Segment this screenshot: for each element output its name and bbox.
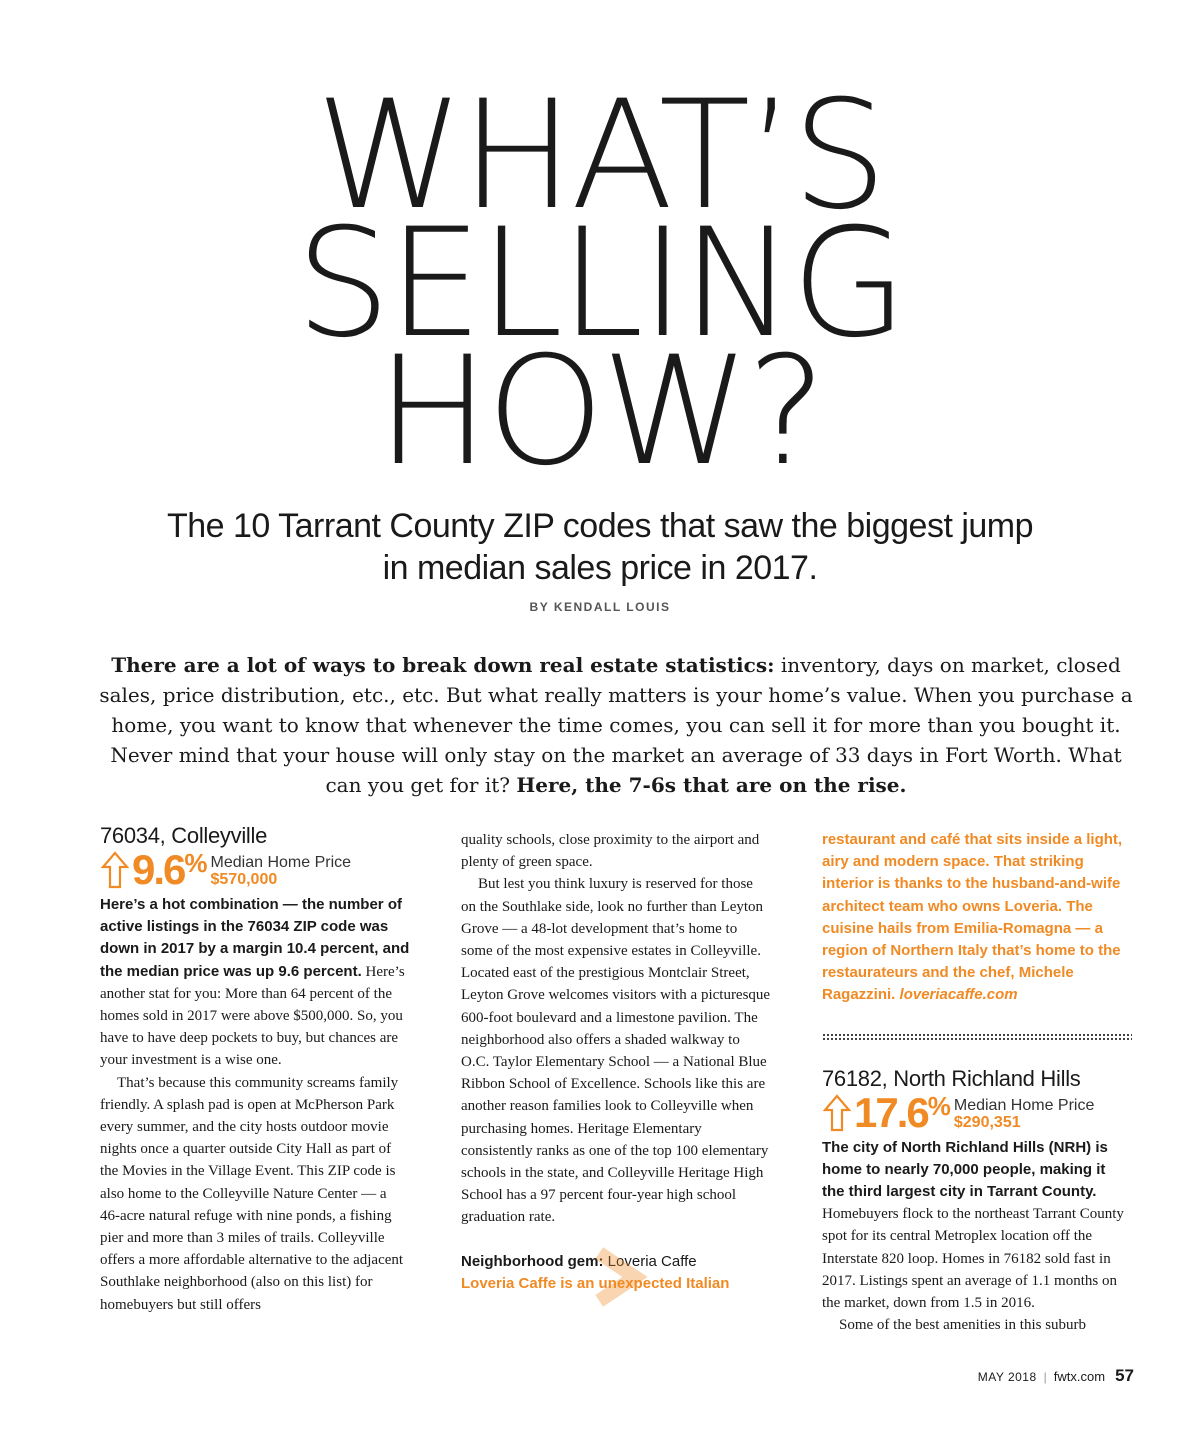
price-label: Median Home Price [210,854,352,871]
gem-description [822,829,1132,1007]
zip-76182-body-1: Homebuyers flock to the northeast Tarrant County spot for its central Metroplex location off the Interstate 820 loop. Homes in 76182 sold fast in 2017. Listings spent an average of 1.1 months on the market, down from 1.5 in 2016. [822,1206,1124,1312]
intro-lead: There are a lot of ways to break down real estate statistics: [111,653,775,677]
footer-separator: | [1043,1370,1047,1384]
page-number: 57 [1115,1366,1134,1385]
zip-76034-paragraph-4: But lest you think luxury is reserved for those on the Southlake side, look no further than Leyton Grove — a 48-lot development that’s home to some of the most expensive estates in Colleyville. Located east of the prestigious Montclair Street, Leyton Grove welcomes visitors with a picturesque 600-foot boulevard and a limestone pavilion. The neighborhood also offers a shaded walkway to O.C. Taylor Elementary School — a National Blue Ribbon School of Excellence. Schools like this are another reason families look to Colleyville when purchasing homes. Heritage Elementary consistently ranks as one of the top 100 elementary schools in the state, and Colleyville Heritage High School has a 97 percent four-year high school graduation rate. [461,876,771,1226]
percent-change: 9.6 [132,846,185,893]
footer-site: fwtx.com [1053,1369,1106,1384]
zip-76034-paragraph-2: That’s because this community screams family friendly. A splash pad is open at McPherson Park every summer, and the city hosts outdoor movie nights once a quarter outside City Hall as part of the Movies in the Village Event. This ZIP code is also home to the Colleyville Nature Center — a 46-acre natural refuge with nine ponds, a fishing pier and more than 3 miles of trails. Colleyville offers a more affordable alternative to the adjacent Southlake neighborhood (also on this list) for homebuyers but still offers [100,1074,404,1313]
zip-76034-body-1: Here’s another stat for you: More than 64 percent of the homes sold in 2017 were above $500,000. So, you have to have deep pockets to buy, but chances are your investment is a wise one. [100,963,405,1069]
page-footer [0,1366,1134,1386]
price-block [211,850,352,889]
gem-website-link[interactable]: loveriacaffe.com [899,986,1018,1004]
stat-row-76182 [822,1088,1132,1136]
zip-76182-paragraph-2: Some of the best amenities in this suburb [839,1317,1087,1334]
zip-title-76034: 76034, Colleyville [100,823,268,848]
gem-description-rest: restaurant and café that sits inside a light, airy and modern space. That striking interior is thanks to the husband-and-wife architect team who owns Loveria. The cuisine hails from Emilia-Romagna — a region of Northern Italy that’s home to the restaurateurs and the chef, Michele Ragazzini. [822,831,1123,1004]
footer-issue: MAY 2018 [977,1370,1037,1384]
percent-sign: % [927,1090,951,1121]
zip-76034-lead: Here’s a hot combination — the number of active listings in the 76034 ZIP code was down in 2017 by a margin 10.4 percent, and the median price was up 9.6 percent. [100,896,410,980]
median-price: $570,000 [210,871,278,888]
intro-paragraph [96,650,1136,800]
section-divider [822,1033,1132,1041]
intro-body: inventory, days on market, closed sales, price distribution, etc., etc. But what really matters is your home’s value. When you purchase a home, you want to know that whenever the time comes, you can sell it for more than you bought it. Never mind that your house will only stay on the market an average of 33 days in Fort Worth. What can you get for it? [99,653,1133,797]
gem-name: Loveria Caffe [603,1252,697,1270]
stat-row-76034 [100,846,410,893]
zip-76182-lead: The city of North Richland Hills (NRH) is home to nearly 70,000 people, making it the third largest city in Tarrant County. [822,1138,1108,1201]
chevron-watermark-icon [585,1245,655,1315]
column-1 [100,822,410,1316]
headline-line-2: SELLING [295,197,905,371]
column-3 [822,829,1132,1336]
intro-close: Here, the 7-6s that are on the rise. [516,773,907,797]
gem-label: Neighborhood gem: [461,1252,604,1270]
percent-sign: % [184,848,208,878]
zip-76034-paragraph-3: quality schools, close proximity to the airport and plenty of green space. [461,832,760,871]
zip-76034-paragraph-1 [100,894,410,1072]
up-arrow-icon [100,850,130,890]
byline: BY KENDALL LOUIS [529,600,671,614]
zip-76182-paragraph-1 [822,1137,1132,1315]
percent-change: 17.6 [854,1088,928,1136]
price-label: Median Home Price [953,1096,1095,1114]
headline-line-3: HOW? [376,325,824,499]
headline-line-1: WHAT’S [315,69,885,243]
up-arrow-icon [822,1093,852,1133]
column-2 [461,829,771,1295]
median-price: $290,351 [953,1113,1021,1131]
price-block [954,1093,1095,1132]
gem-description-start: Loveria Caffe is an unexpected Italian [461,1274,730,1292]
zip-title-76182: 76182, North Richland Hills [822,1065,1081,1091]
headline [0,69,1200,499]
subheadline: The 10 Tarrant County ZIP codes that saw the biggest jump in median sales price in 2017. [166,507,1034,587]
